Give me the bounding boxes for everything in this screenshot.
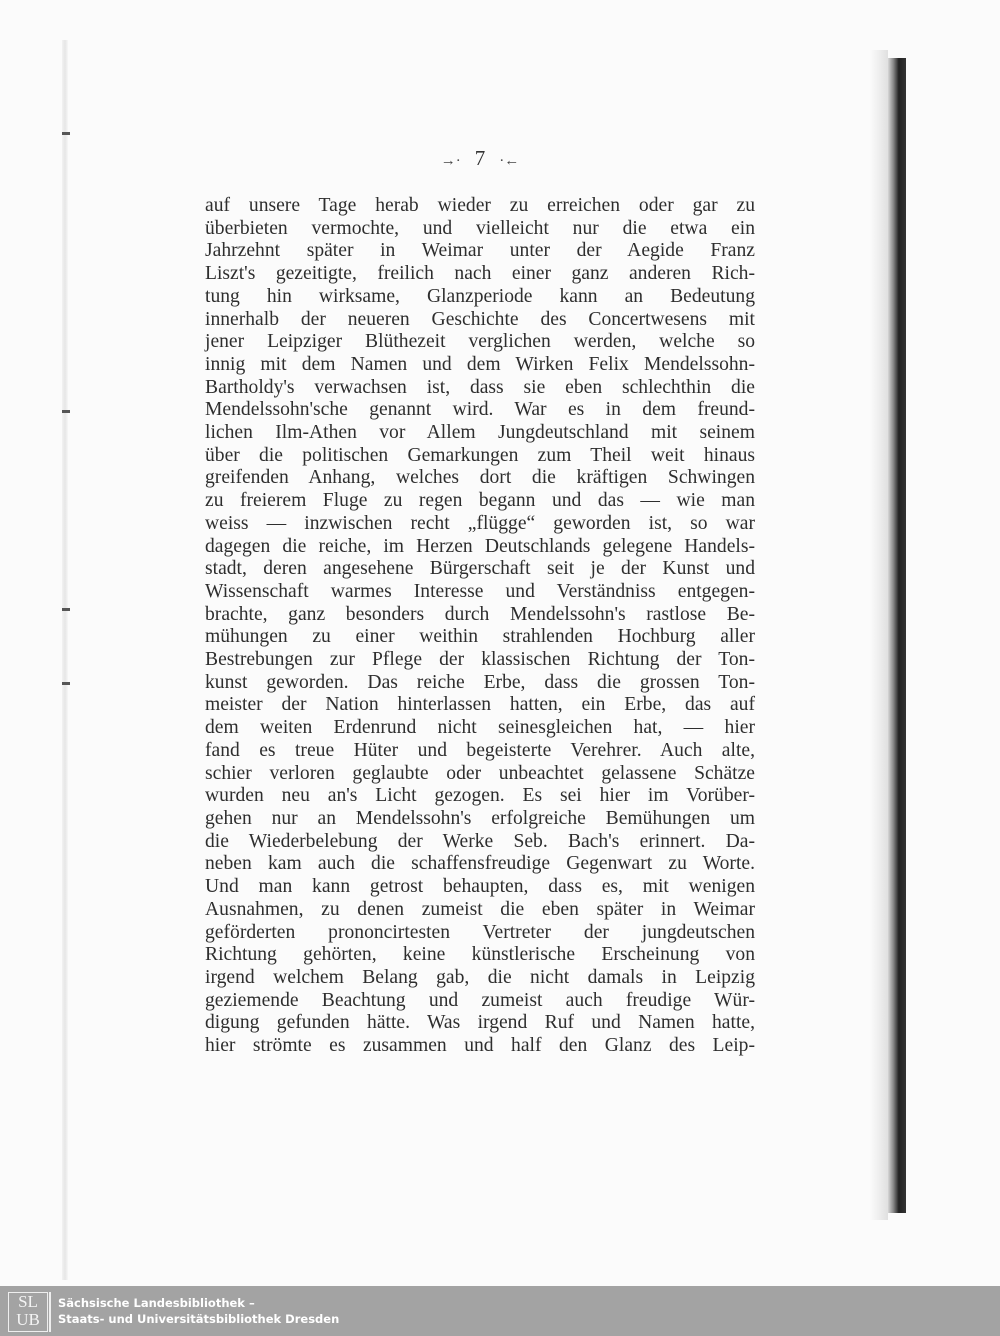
text-line: Und man kann getrost behaupten, dass es, mit wenigen	[205, 876, 755, 898]
text-line: Mendelssohn'sche genannt wird. War es in dem freund-	[205, 399, 755, 421]
binding-mark	[62, 410, 70, 413]
text-line: kunst geworden. Das reiche Erbe, dass die grossen Ton-	[205, 671, 755, 693]
text-line: mühungen zu einer weithin strahlenden Hochburg aller	[205, 626, 755, 648]
book-cover-edge	[888, 58, 906, 1213]
text-line: irgend welchem Belang gab, die nicht damals in Leipzig	[205, 966, 755, 988]
text-line: zu freierem Fluge zu regen begann und das — wie man	[205, 490, 755, 512]
text-line: Bartholdy's verwachsen ist, dass sie eben schlechthin die	[205, 376, 755, 398]
text-line: stadt, deren angesehene Bürgerschaft seit je der Kunst und	[205, 558, 755, 580]
logo-divider	[49, 1292, 51, 1332]
text-line: weiss — inzwischen recht „flügge“ geworden ist, so war	[205, 512, 755, 534]
library-footer	[0, 1286, 1000, 1336]
right-page-edge	[870, 50, 888, 1220]
text-line: auf unsere Tage herab wieder zu erreichen oder gar zu	[205, 195, 755, 216]
text-line: dem weiten Erdenrund nicht seinesgleichen hat, — hier	[205, 717, 755, 739]
text-line: Jahrzehnt später in Weimar unter der Aegide Franz	[205, 240, 755, 262]
text-line: meister der Nation hinterlassen hatten, ein Erbe, das auf	[205, 694, 755, 716]
text-line: überbieten vermochte, und vielleicht nur die etwa ein	[205, 217, 755, 239]
text-line: dagegen die reiche, im Herzen Deutschlands gelegene Handels-	[205, 535, 755, 557]
text-line: neben kam auch die schaffensfreudige Gegenwart zu Worte.	[205, 853, 755, 875]
text-line: schier verloren geglaubte oder unbeachtet gelassene Schätze	[205, 762, 755, 784]
text-line: greifenden Anhang, welches dort die kräftigen Schwingen	[205, 467, 755, 489]
library-name	[58, 1295, 339, 1327]
text-line: jener Leipziger Blüthezeit verglichen werden, welche so	[205, 331, 755, 353]
text-line: Bestrebungen zur Pflege der klassischen Richtung der Ton-	[205, 649, 755, 671]
library-name-line1: Sächsische Landesbibliothek –	[58, 1296, 255, 1310]
text-line: Richtung gehörten, keine künstlerische Erscheinung von	[205, 944, 755, 966]
text-line: geziemende Beachtung und zumeist auch freudige Wür-	[205, 989, 755, 1011]
page-header	[0, 146, 960, 171]
binding-mark	[62, 608, 70, 611]
binding-mark	[62, 132, 70, 135]
text-line: geförderten prononcirtesten Vertreter der jungdeutschen	[205, 921, 755, 943]
text-line: Wissenschaft warmes Interesse und Verständniss entgegen-	[205, 580, 755, 602]
ornament-right: ·←	[499, 153, 520, 169]
text-line: über die politischen Gemarkungen zum Theil weit hinaus	[205, 444, 755, 466]
text-line: gehen nur an Mendelssohn's erfolgreiche Bemühungen um	[205, 807, 755, 829]
binding-mark	[62, 682, 70, 685]
text-line: Liszt's gezeitigte, freilich nach einer ganz anderen Rich-	[205, 263, 755, 285]
left-page-edge	[62, 40, 68, 1280]
text-line: innig mit dem Namen und dem Wirken Felix Mendelssohn-	[205, 353, 755, 375]
text-line: fand es treue Hüter und begeisterte Verehrer. Auch alte,	[205, 739, 755, 761]
text-line: hier strömte es zusammen und half den Glanz des Leip-	[205, 1035, 755, 1057]
ornament-left: →·	[440, 153, 461, 169]
text-line: die Wiederbelebung der Werke Seb. Bach's erinnert. Da-	[205, 830, 755, 852]
text-line: innerhalb der neueren Geschichte des Concertwesens mit	[205, 308, 755, 330]
page-number: 7	[474, 146, 486, 170]
slub-logo: SL UB	[8, 1292, 48, 1332]
page-body-text	[205, 195, 755, 1058]
text-line: brachte, ganz besonders durch Mendelssohn's rastlose Be-	[205, 603, 755, 625]
text-line: tung hin wirksame, Glanzperiode kann an Bedeutung	[205, 285, 755, 307]
text-line: wurden neu an's Licht gezogen. Es sei hier im Vorüber-	[205, 785, 755, 807]
library-name-line2: Staats- und Universitätsbibliothek Dresden	[58, 1312, 340, 1326]
text-line: lichen Ilm-Athen vor Allem Jungdeutschland mit seinem	[205, 422, 755, 444]
text-line: Ausnahmen, zu denen zumeist die eben später in Weimar	[205, 898, 755, 920]
text-line: digung gefunden hätte. Was irgend Ruf und Namen hatte,	[205, 1012, 755, 1034]
